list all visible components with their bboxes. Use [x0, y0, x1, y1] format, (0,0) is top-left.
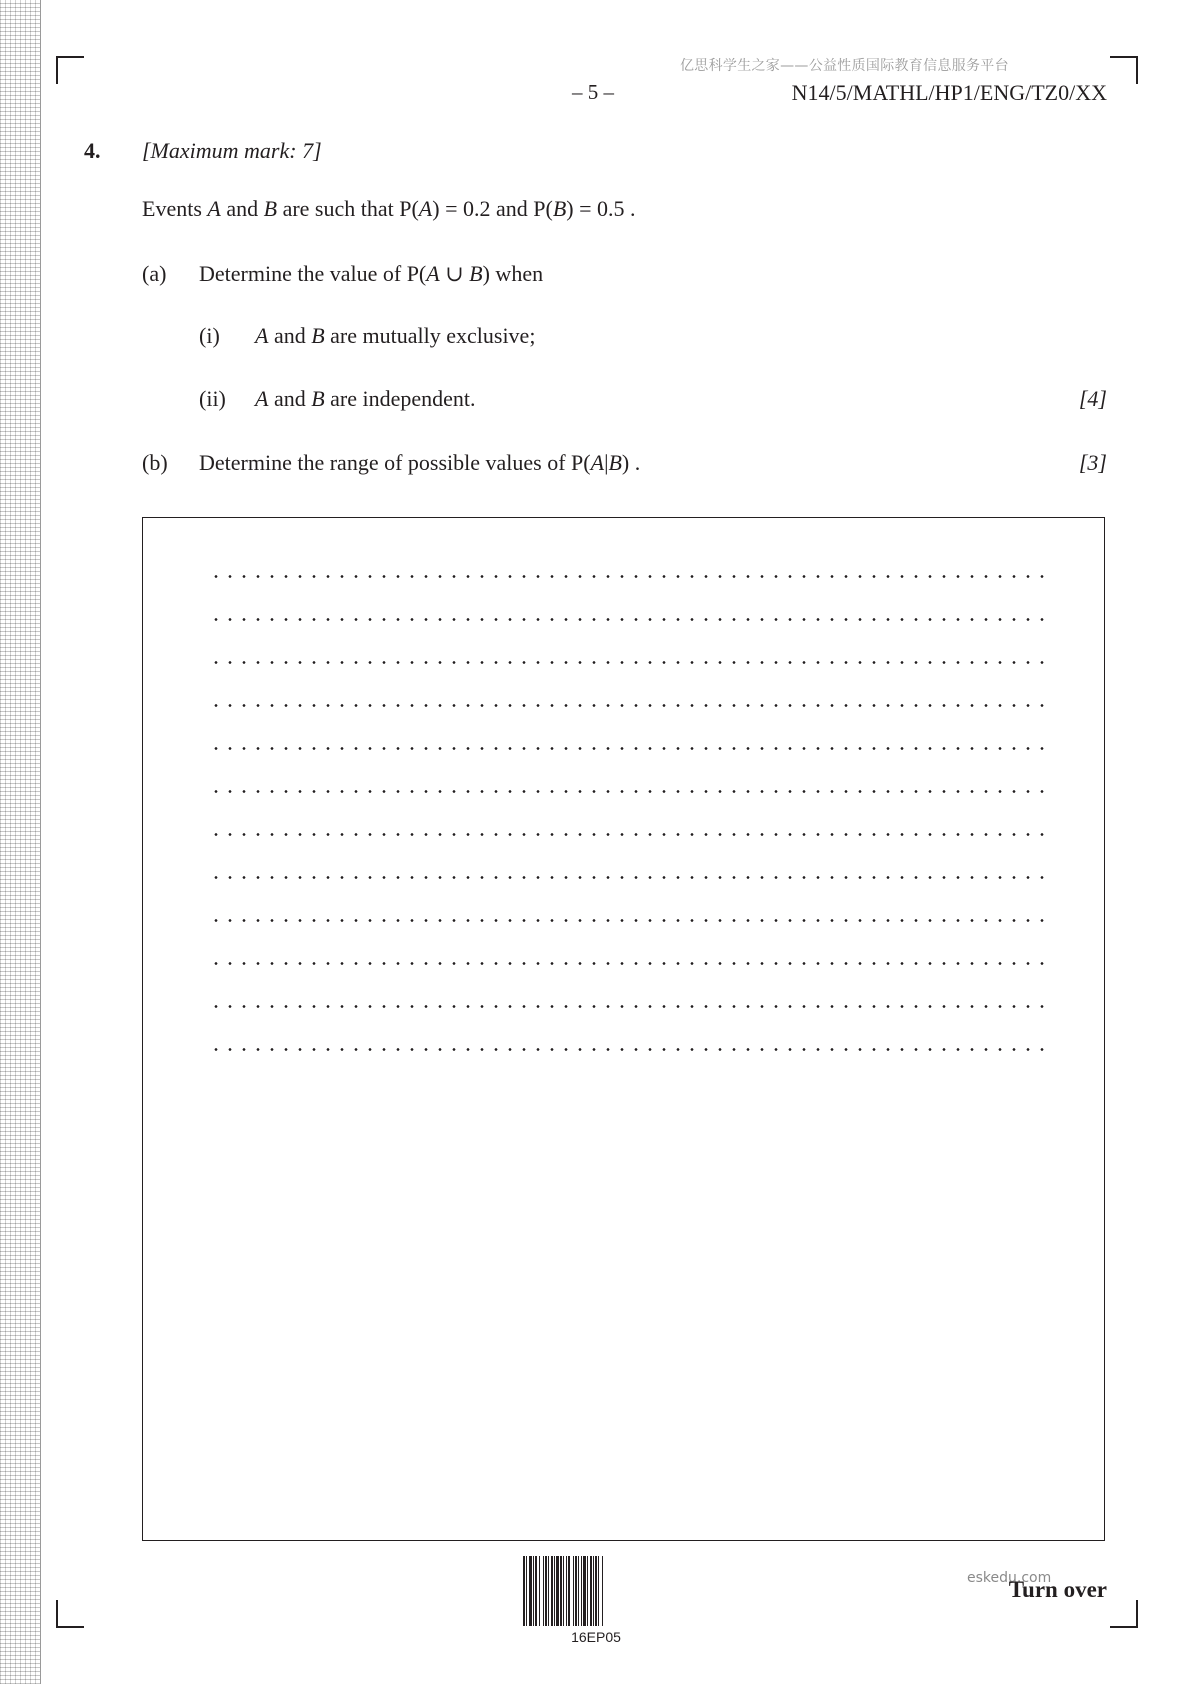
maximum-mark: [Maximum mark: 7]	[142, 138, 322, 163]
site-stamp: eskedu.com	[967, 1570, 1052, 1586]
question-intro: Events A and B are such that P(A) = 0.2 and P(B) = 0.5 .	[142, 196, 636, 221]
header-watermark: 亿思科学生之家——公益性质国际教育信息服务平台	[680, 58, 1009, 74]
answer-dotted-line[interactable]	[209, 1048, 1045, 1051]
question-number: 4.	[84, 138, 101, 163]
barcode	[523, 1556, 669, 1626]
crop-mark-top-left	[56, 56, 84, 84]
answer-dotted-line[interactable]	[209, 962, 1045, 965]
answer-dotted-line[interactable]	[209, 575, 1045, 578]
turn-over-label: Turn over	[1008, 1577, 1107, 1602]
barcode-label: 16EP05	[571, 1629, 621, 1645]
part-a-marks: [4]	[1078, 386, 1107, 411]
answer-dotted-line[interactable]	[209, 1005, 1045, 1008]
part-a-i-label: (i)	[199, 323, 220, 348]
crop-mark-top-right	[1110, 56, 1138, 84]
page-number: – 5 –	[572, 80, 614, 104]
part-b-label: (b)	[142, 450, 168, 475]
answer-dotted-line[interactable]	[209, 833, 1045, 836]
part-a-ii-text: A and B are independent.	[255, 386, 476, 411]
answer-dotted-line[interactable]	[209, 618, 1045, 621]
part-b-marks: [3]	[1078, 450, 1107, 475]
crop-mark-bottom-right	[1110, 1600, 1138, 1628]
answer-dotted-line[interactable]	[209, 704, 1045, 707]
answer-box[interactable]	[142, 517, 1105, 1541]
part-a-ii-label: (ii)	[199, 386, 226, 411]
answer-dotted-line[interactable]	[209, 919, 1045, 922]
paper-code: N14/5/MATHL/HP1/ENG/TZ0/XX	[791, 80, 1107, 105]
answer-dotted-line[interactable]	[209, 876, 1045, 879]
binding-margin-strip	[0, 0, 41, 1684]
part-a-text: Determine the value of P(A ∪ B) when	[199, 261, 544, 286]
answer-dotted-line[interactable]	[209, 747, 1045, 750]
answer-dotted-line[interactable]	[209, 790, 1045, 793]
crop-mark-bottom-left	[56, 1600, 84, 1628]
part-a-label: (a)	[142, 261, 167, 286]
part-a-i-text: A and B are mutually exclusive;	[255, 323, 536, 348]
part-b-text: Determine the range of possible values of P(A|B) .	[199, 450, 641, 475]
answer-dotted-line[interactable]	[209, 661, 1045, 664]
